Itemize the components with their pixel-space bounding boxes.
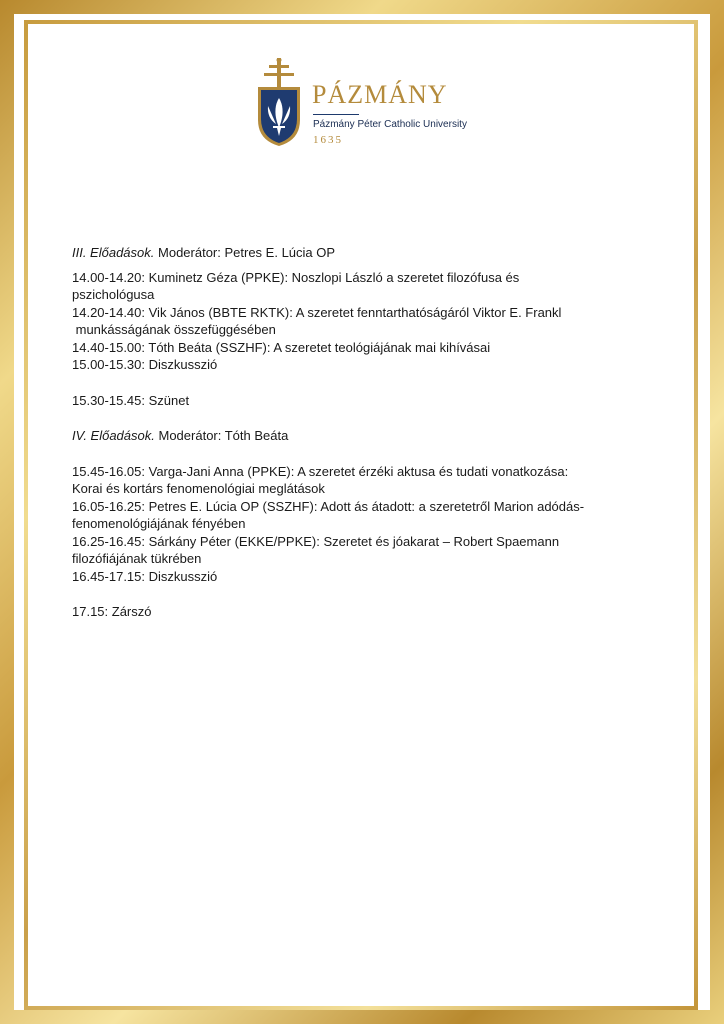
- program-entry: 14.20-14.40: Vik János (BBTE RKTK): A szeretet fenntarthatóságáról Viktor E. Frankl munkásságának összefüggésében: [72, 304, 562, 337]
- section-3-heading: [72, 244, 662, 262]
- program-entry: 14.00-14.20: Kuminetz Géza (PPKE): Noszlopi László a szeretet filozófusa és pszichológusa: [72, 269, 520, 302]
- logo-wordmark: PÁZMÁNY: [312, 80, 448, 109]
- program-entry: 16.45-17.15: Diszkusszió: [72, 568, 218, 584]
- section-4-moderator: Moderátor: Tóth Beáta: [158, 428, 289, 443]
- section-4-title: IV. Előadások.: [72, 428, 155, 443]
- spacer: [72, 374, 662, 392]
- closing-entry: 17.15: Zárszó: [72, 604, 152, 619]
- spacer: [72, 452, 662, 463]
- program-entry: 15.45-16.05: Varga-Jani Anna (PPKE): A szeretet érzéki aktusa és tudati vonatkozása: Korai és kortárs fenomenológiai meglátások: [72, 463, 569, 496]
- spacer: [72, 409, 662, 427]
- section-3-moderator: Moderátor: Petres E. Lúcia OP: [158, 245, 336, 260]
- program-entry: 16.05-16.25: Petres E. Lúcia OP (SSZHF): Adott ás átadott: a szeretetről Marion adódás- fenomenológiájának fényében: [72, 498, 585, 531]
- logo-divider: [313, 114, 359, 115]
- section-4-heading: [72, 427, 662, 445]
- logo-year: 1635: [313, 134, 343, 146]
- section-3-title: III. Előadások.: [72, 245, 155, 260]
- university-crest-icon: [255, 58, 305, 148]
- logo-subtitle: Pázmány Péter Catholic University: [313, 119, 467, 130]
- program-entry: 14.40-15.00: Tóth Beáta (SSZHF): A szeretet teológiájának mai kihívásai: [72, 339, 491, 355]
- program-entry: 15.00-15.30: Diszkusszió: [72, 357, 218, 372]
- university-logo: [255, 58, 485, 150]
- spacer: [72, 585, 662, 603]
- program-entry: 16.25-16.45: Sárkány Péter (EKKE/PPKE): Szeretet és jóakarat – Robert Spaemann filozófiájának tükrében: [72, 533, 560, 566]
- break-entry: 15.30-15.45: Szünet: [72, 392, 190, 408]
- program-content: [72, 244, 662, 621]
